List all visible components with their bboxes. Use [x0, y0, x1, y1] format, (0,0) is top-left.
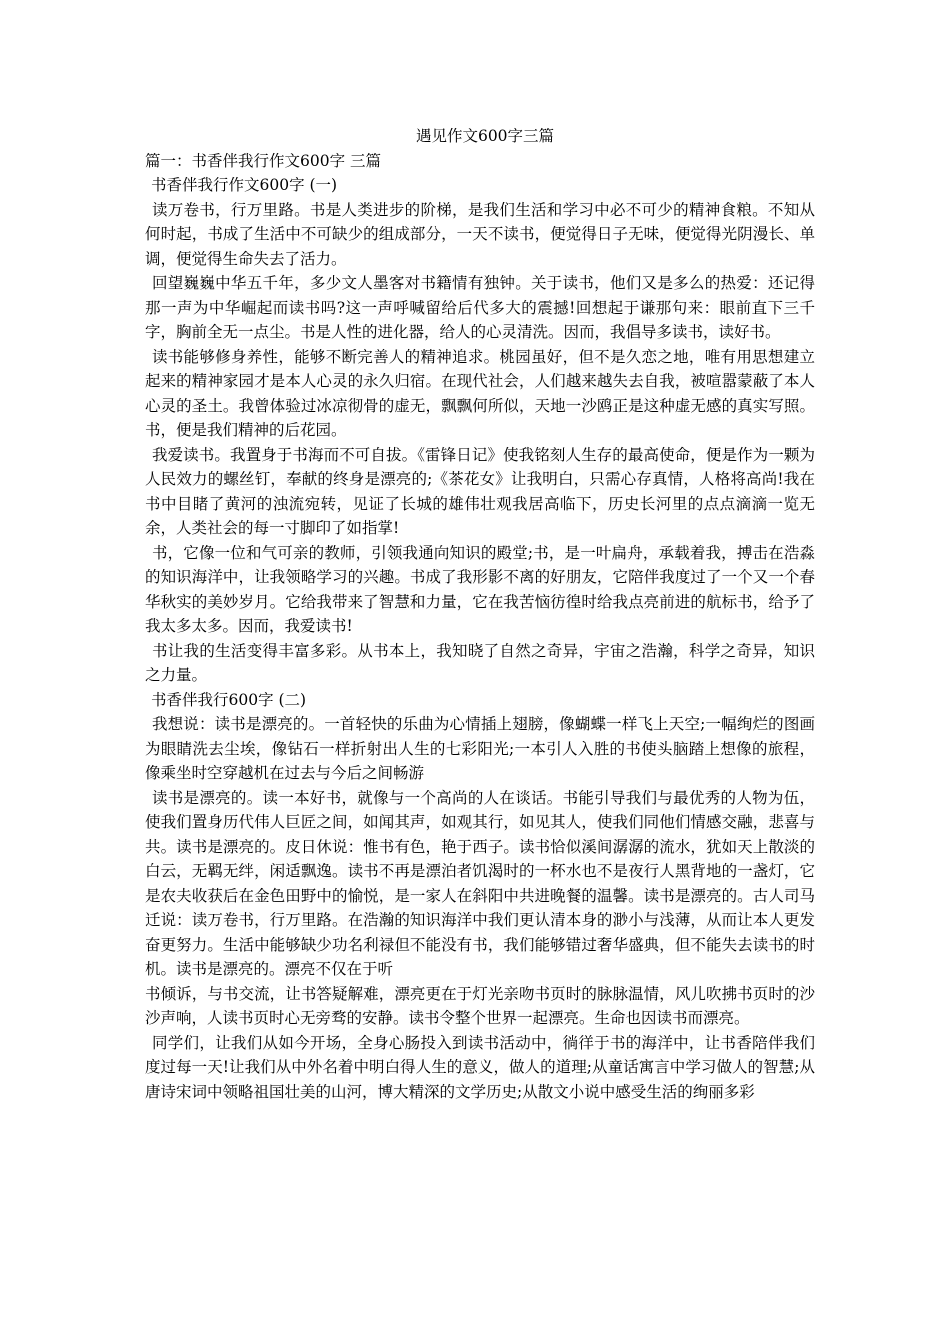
paragraph: 读书是漂亮的。读一本好书，就像与一个高尚的人在谈话。书能引导我们与最优秀的人物为伍，使我们置身历代伟人巨匠之间，如闻其声，如观其行，如见其人，使我们同他们情感交融，悲喜与共。读书是漂亮的。皮日休说：惟书有色，艳于西子。读书恰似溪间潺潺的流水，犹如天上散淡的白云，无羁无绊，闲适飘逸。读书不再是漂泊者饥渴时的一杯水也不是夜行人黑背地的一盏灯，它是农夫收获后在金色田野中的愉悦，是一家人在斜阳中共进晚餐的温馨。读书是漂亮的。古人司马迁说：读万卷书，行万里路。在浩瀚的知识海洋中我们更认清本身的渺小与浅薄，从而让本人更发奋更努力。生活中能够缺少功名利禄但不能没有书，我们能够错过奢华盛典，但不能失去读书的时机。读书是漂亮的。漂亮不仅在于听	[145, 788, 815, 978]
document-page	[145, 124, 815, 1104]
paragraph: 书，它像一位和气可亲的教师，引领我通向知识的殿堂;书，是一叶扁舟，承载着我，搏击在浩淼的知识海洋中，让我领略学习的兴趣。书成了我形影不离的好朋友，它陪伴我度过了一个又一个春华秋实的美妙岁月。它给我带来了智慧和力量，它在我苦恼彷徨时给我点亮前进的航标书，给予了我太多太多。因而，我爱读书!	[145, 543, 815, 635]
document-title: 遇见作文600字三篇	[415, 127, 555, 145]
paragraph: 书让我的生活变得丰富多彩。从书本上，我知晓了自然之奇异，宇宙之浩瀚，科学之奇异，知识之力量。	[145, 641, 815, 684]
paragraph: 我想说：读书是漂亮的。一首轻快的乐曲为心情插上翅膀，像蝴蝶一样飞上天空;一幅绚烂的图画为眼睛洗去尘埃，像钻石一样折射出人生的七彩阳光;一本引人入胜的书使头脑踏上想像的旅程，像乘坐时空穿越机在过去与今后之间畅游	[145, 715, 815, 782]
paragraph: 读书能够修身养性，能够不断完善人的精神追求。桃园虽好，但不是久恋之地，唯有用思想建立起来的精神家园才是本人心灵的永久归宿。在现代社会，人们越来越失去自我，被喧嚣蒙蔽了本人心灵的圣土。我曾体验过冰凉彻骨的虚无，飘飘何所似，天地一沙鸥正是这种虚无感的真实写照。书，便是我们精神的后花园。	[145, 347, 815, 439]
paragraph: 同学们，让我们从如今开场，全身心肠投入到读书活动中，徜徉于书的海洋中，让书香陪伴我们度过每一天!让我们从中外名着中明白得人生的意义，做人的道理;从童话寓言中学习做人的智慧;从唐诗宋词中领略祖国壮美的山河，博大精深的文学历史;从散文小说中感受生活的绚丽多彩	[145, 1033, 815, 1101]
paragraph: 书倾诉，与书交流，让书答疑解难，漂亮更在于灯光亲吻书页时的脉脉温情，风儿吹拂书页时的沙沙声响，人读书页时心无旁骛的安静。读书令整个世界一起漂亮。生命也因读书而漂亮。	[145, 984, 815, 1027]
paragraph: 我爱读书。我置身于书海而不可自拔。《雷锋日记》使我铭刻人生存的最高使命，便是作为一颗为人民效力的螺丝钉，奉献的终身是漂亮的;《茶花女》让我明白，只需心存真情，人格将高尚!我在书中目睹了黄河的浊流宛转，见证了长城的雄伟壮观我居高临下，历史长河里的点点滴滴一览无余，人类社会的每一寸脚印了如指掌!	[145, 445, 815, 537]
section-heading: 篇一：书香伴我行作文600字 三篇	[145, 151, 382, 170]
paragraph: 回望巍巍中华五千年，多少文人墨客对书籍情有独钟。关于读书，他们又是多么的热爱：还记得那一声为中华崛起而读书吗?这一声呼喊留给后代多大的震撼!回想起于谦那句来：眼前直下三千字，胸前全无一点尘。书是人性的进化器，给人的心灵清洗。因而，我倡导多读书，读好书。	[145, 274, 815, 341]
sub-heading-2: 书香伴我行600字 (二)	[151, 690, 307, 709]
sub-heading-1: 书香伴我行作文600字 (一)	[151, 176, 338, 194]
paragraph: 读万卷书，行万里路。书是人类进步的阶梯，是我们生活和学习中必不可少的精神食粮。不知从何时起，书成了生活中不可缺少的组成部分，一天不读书，便觉得日子无味，便觉得光阴漫长、单调，便觉得生命失去了活力。	[145, 200, 815, 268]
